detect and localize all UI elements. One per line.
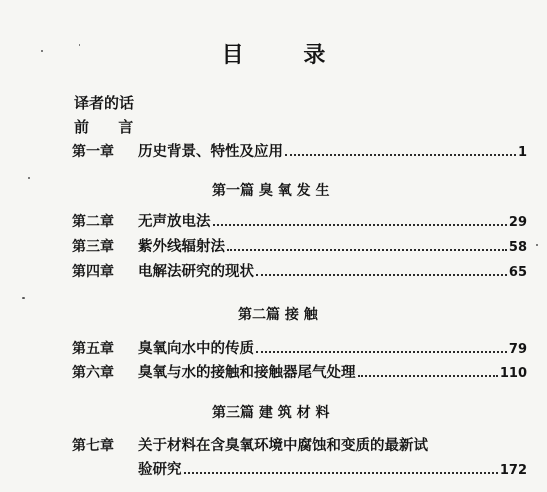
chapter-title: 历史背景、特性及应用: [138, 143, 283, 160]
chapter-number: 第二章: [72, 214, 114, 230]
toc-entry-chapter2: [72, 210, 527, 230]
scan-speck: [28, 177, 30, 179]
dot-leader: [184, 471, 498, 474]
scan-speck: [22, 297, 25, 299]
chapter-title-continued: 验研究: [138, 461, 182, 478]
toc-entry-chapter6: [72, 361, 527, 381]
dot-leader: [285, 153, 516, 156]
page-number: 58: [508, 240, 527, 255]
dot-leader: [256, 273, 507, 276]
chapter-title: 臭氧向水中的传质: [138, 340, 254, 357]
toc-entry-chapter3: [72, 235, 527, 255]
dot-leader: [358, 374, 498, 377]
dot-leader: [227, 248, 507, 251]
chapter-number: 第五章: [72, 341, 114, 357]
chapter-number: 第一章: [72, 144, 114, 160]
scan-speck: [79, 44, 80, 46]
dot-leader: [213, 223, 507, 226]
toc-entry-chapter5: [72, 337, 527, 357]
scan-speck: [41, 50, 43, 52]
chapter-number: 第六章: [72, 365, 114, 381]
chapter-number: 第七章: [72, 438, 114, 454]
chapter-title: 关于材料在含臭氧环境中腐蚀和变质的最新试: [138, 437, 428, 454]
toc-entry-chapter4: [72, 260, 527, 280]
page-number: 29: [508, 215, 527, 230]
page-number: 79: [508, 342, 527, 357]
toc-entry-chapter7: [72, 434, 527, 454]
part-heading-1: 第一篇 臭 氧 发 生: [212, 183, 330, 199]
chapter-title: 电解法研究的现状: [138, 263, 254, 280]
part-heading-2: 第二篇 接 触: [238, 307, 318, 323]
scan-speck: [536, 244, 538, 246]
chapter-title: 无声放电法: [138, 213, 211, 230]
front-matter-translator-note: 译者的话: [74, 94, 135, 112]
page-number: 172: [499, 463, 527, 478]
page-title: 目 录: [221, 43, 352, 68]
chapter-title: 臭氧与水的接触和接触器尾气处理: [138, 364, 356, 381]
dot-leader: [256, 350, 507, 353]
chapter-number: 第三章: [72, 239, 114, 255]
toc-entry-chapter1: [72, 140, 527, 160]
toc-entry-chapter7-continued: [72, 458, 527, 478]
front-matter-preface: 前 言: [74, 118, 146, 136]
page-number: 65: [508, 265, 527, 280]
chapter-number: 第四章: [72, 264, 114, 280]
page-number: 1: [517, 145, 527, 160]
page-number: 110: [499, 366, 527, 381]
part-heading-3: 第三篇 建 筑 材 料: [212, 405, 330, 421]
chapter-title: 紫外线辐射法: [138, 238, 225, 255]
